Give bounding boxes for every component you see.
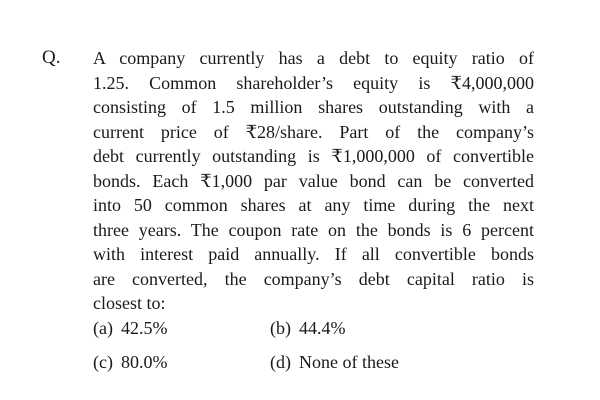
option-a-text: 42.5% [120, 318, 168, 338]
question-line: debt currently outstanding is ₹1,000,000 of convertible [93, 146, 534, 166]
option-d-text: None of these [299, 352, 399, 372]
question-label: Q. [42, 47, 61, 68]
question-line: are converted, the company’s debt capital ratio is [93, 268, 534, 289]
option-c-text: 80.0% [120, 352, 168, 372]
option-d[interactable] [270, 352, 399, 373]
question-line: three years. The coupon rate on the bonds is 6 percent [93, 219, 534, 240]
question-line: bonds. Each ₹1,000 par value bond can be converted [93, 170, 534, 191]
question-line: with interest paid annually. If all convertible bonds [93, 244, 534, 264]
question-line: closest to: [93, 293, 166, 313]
option-b[interactable] [270, 318, 346, 339]
question-line: consisting of 1.5 million shares outstanding with a [93, 97, 534, 117]
option-b-text: 44.4% [299, 318, 346, 338]
option-a-key: (a) [93, 318, 113, 338]
question-line: A company currently has a debt to equity ratio of [93, 48, 534, 68]
option-d-key: (d) [270, 352, 291, 372]
question-line: current price of ₹28/share. Part of the company’s [93, 121, 534, 142]
option-a[interactable] [93, 318, 167, 339]
question-line: into 50 common shares at any time during the next [93, 195, 534, 215]
option-c[interactable] [93, 352, 167, 373]
option-c-key: (c) [93, 352, 113, 372]
question-text [93, 46, 534, 316]
question-line: 1.25. Common shareholder’s equity is ₹4,000,000 [93, 72, 534, 93]
option-b-key: (b) [270, 318, 291, 338]
